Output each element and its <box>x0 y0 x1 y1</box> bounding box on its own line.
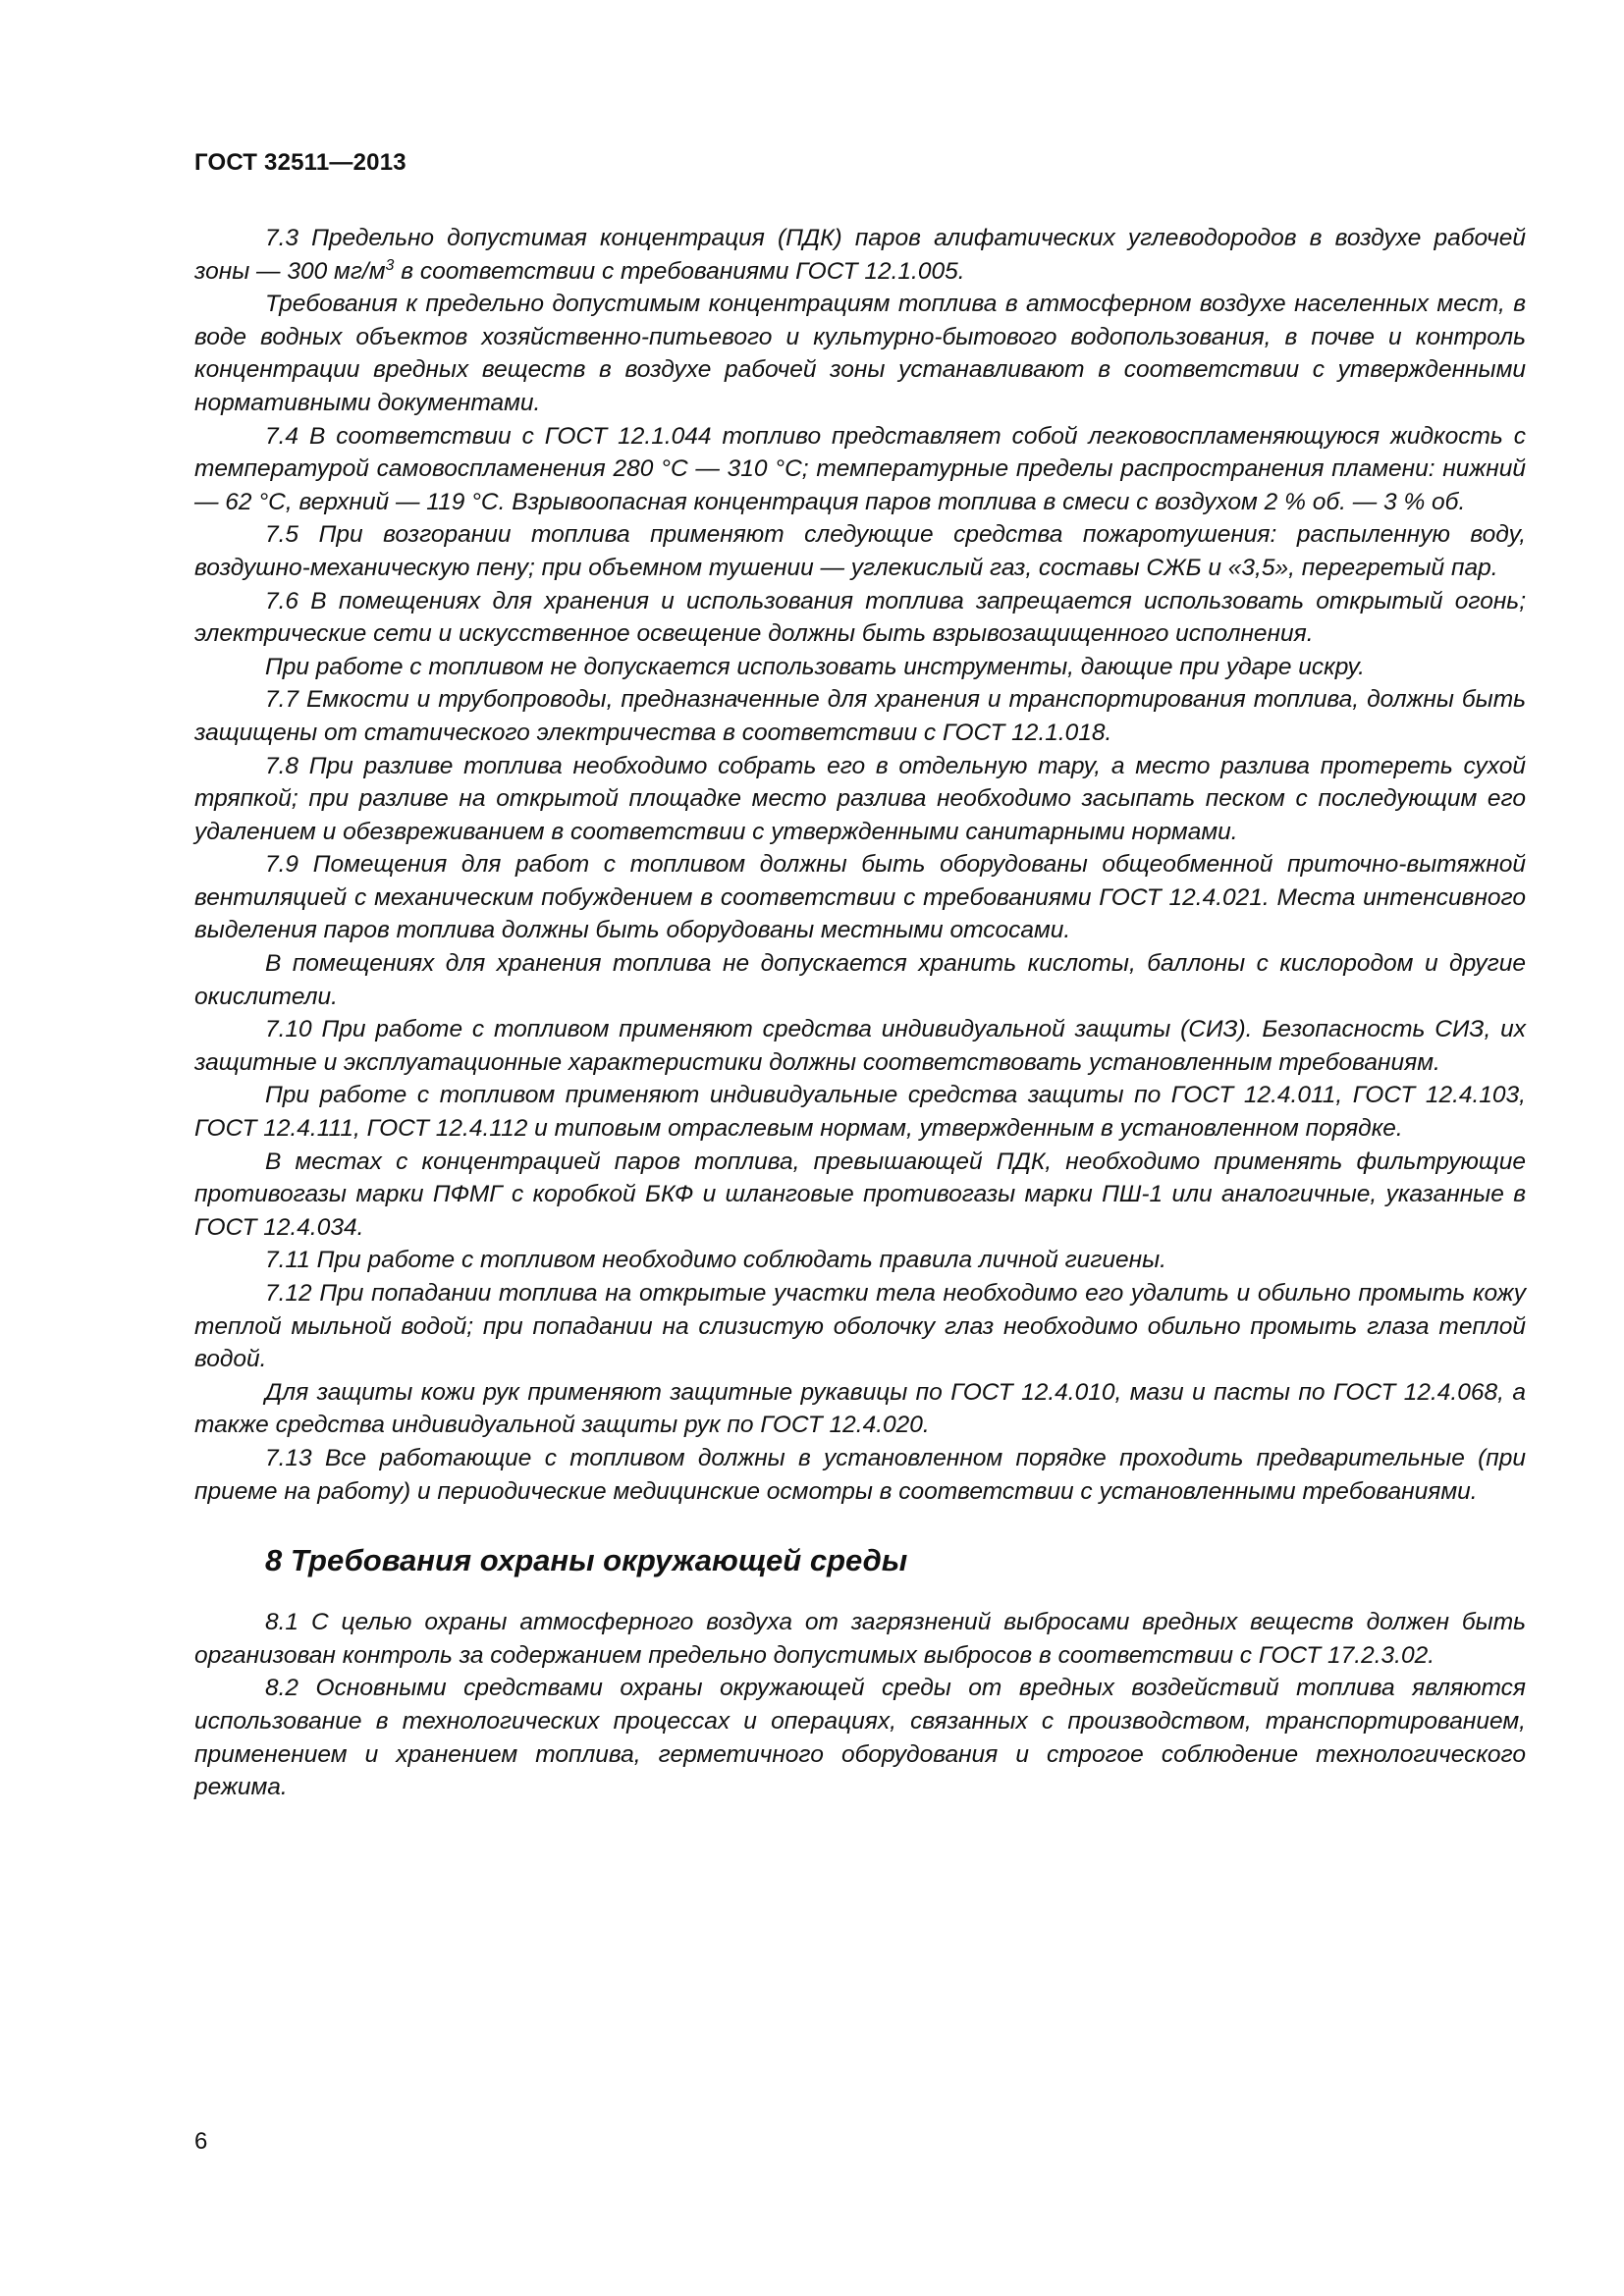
paragraph-7-6-tools: При работе с топливом не допускается использовать инструменты, дающие при ударе искру. <box>265 653 1365 680</box>
superscript-exponent: 3 <box>385 256 395 274</box>
paragraph-7-9: 7.9 Помещения для работ с топливом должны быть оборудованы общеобменной приточно-вытяжной вентиляцией с механическим побуждением в соответствии с требованиями ГОСТ 12.4.021. Места интенсивного выделения паров топлива должны быть оборудованы местными отсосами. <box>194 851 1526 944</box>
paragraph-7-5: 7.5 При возгорании топлива применяют следующие средства пожаротушения: распыленную воду, воздушно-механическую пену; при объемном тушении — углекислый газ, составы СЖБ и «3,5», перегретый пар. <box>194 521 1526 581</box>
paragraph-7-10-gas-masks: В местах с концентрацией паров топлива, превышающей ПДК, необходимо применять фильтрующие противогазы марки ПФМГ с коробкой БКФ и шланговые противогазы марки ПШ-1 или аналогичные, указанные в ГОСТ 12.4.034. <box>194 1148 1526 1241</box>
document-body <box>194 222 1526 1804</box>
paragraph-7-3-text: 7.3 Предельно допустимая концентрация (ПДК) паров алифатических углеводородов в воздухе рабочей зоны — 300 мг/м <box>194 225 1526 285</box>
paragraph-7-3 <box>194 222 1526 288</box>
paragraph-7-3-requirements: Требования к предельно допустимым концентрациям топлива в атмосферном воздухе населенных мест, в воде водных объектов хозяйственно-питьевого и культурно-бытового водопользования, в почве и контроль концентрации вредных веществ в воздухе рабочей зоны устанавливают в соответствии с утвержденными нормативными документами. <box>194 291 1526 416</box>
paragraph-8-2: 8.2 Основными средствами охраны окружающей среды от вредных воздействий топлива являются использование в технологических процессах и операциях, связанных с производством, транспортированием, применением и хранением топлива, герметичного оборудования и строгое соблюдение технологического режима. <box>194 1675 1526 1801</box>
paragraph-7-8: 7.8 При разливе топлива необходимо собрать его в отдельную тару, а место разлива протереть сухой тряпкой; при разливе на открытой площадке место разлива необходимо засыпать песком с последующим его удалением и обезвреживанием в соответствии с утвержденными санитарными нормами. <box>194 752 1526 845</box>
paragraph-7-12-hand-protection: Для защиты кожи рук применяют защитные рукавицы по ГОСТ 12.4.010, мази и пасты по ГОСТ 12.4.068, а также средства индивидуальной защиты рук по ГОСТ 12.4.020. <box>194 1378 1526 1439</box>
paragraph-7-11: 7.11 При работе с топливом необходимо соблюдать правила личной гигиены. <box>265 1247 1166 1274</box>
paragraph-7-3-text-end: в соответствии с требованиями ГОСТ 12.1.005. <box>394 257 965 285</box>
section-8-title: 8 Требования охраны окружающей среды <box>265 1543 908 1578</box>
document-header: ГОСТ 32511—2013 <box>194 149 406 176</box>
paragraph-7-6: 7.6 В помещениях для хранения и использования топлива запрещается использовать открытый огонь; электрические сети и искусственное освещение должны быть взрывозащищенного исполнения. <box>194 587 1526 648</box>
paragraph-7-9-storage: В помещениях для хранения топлива не допускается хранить кислоты, баллоны с кислородом и другие окислители. <box>194 950 1526 1010</box>
paragraph-8-1: 8.1 С целью охраны атмосферного воздуха от загрязнений выбросами вредных веществ должен быть организован контроль за содержанием предельно допустимых выбросов в соответствии с ГОСТ 17.2.3.02. <box>194 1609 1526 1669</box>
paragraph-7-12: 7.12 При попадании топлива на открытые участки тела необходимо его удалить и обильно промыть кожу теплой мыльной водой; при попадании на слизистую оболочку глаз необходимо обильно промыть глаза теплой водой. <box>194 1280 1526 1373</box>
paragraph-7-4: 7.4 В соответствии с ГОСТ 12.1.044 топливо представляет собой легковоспламеняющуюся жидкость с температурой самовоспламенения 280 °С — 310 °С; температурные пределы распространения пламени: нижний — 62 °С, верхний — 119 °С. Взрывоопасная концентрация паров топлива в смеси с воздухом 2 % об. — 3 % об. <box>194 422 1526 515</box>
paragraph-7-7: 7.7 Емкости и трубопроводы, предназначенные для хранения и транспортирования топлива, должны быть защищены от статического электричества в соответствии с ГОСТ 12.1.018. <box>194 686 1526 746</box>
paragraph-7-10-standards: При работе с топливом применяют индивидуальные средства защиты по ГОСТ 12.4.011, ГОСТ 12.4.103, ГОСТ 12.4.111, ГОСТ 12.4.112 и типовым отраслевым нормам, утвержденным в установленном порядке. <box>194 1082 1526 1143</box>
paragraph-7-13: 7.13 Все работающие с топливом должны в установленном порядке проходить предварительные (при приеме на работу) и периодические медицинские осмотры в соответствии с установленными требованиями. <box>194 1444 1526 1505</box>
page-number: 6 <box>194 2128 208 2155</box>
paragraph-7-10: 7.10 При работе с топливом применяют средства индивидуальной защиты (СИЗ). Безопасность СИЗ, их защитные и эксплуатационные характеристики должны соответствовать установленным требованиям. <box>194 1016 1526 1076</box>
